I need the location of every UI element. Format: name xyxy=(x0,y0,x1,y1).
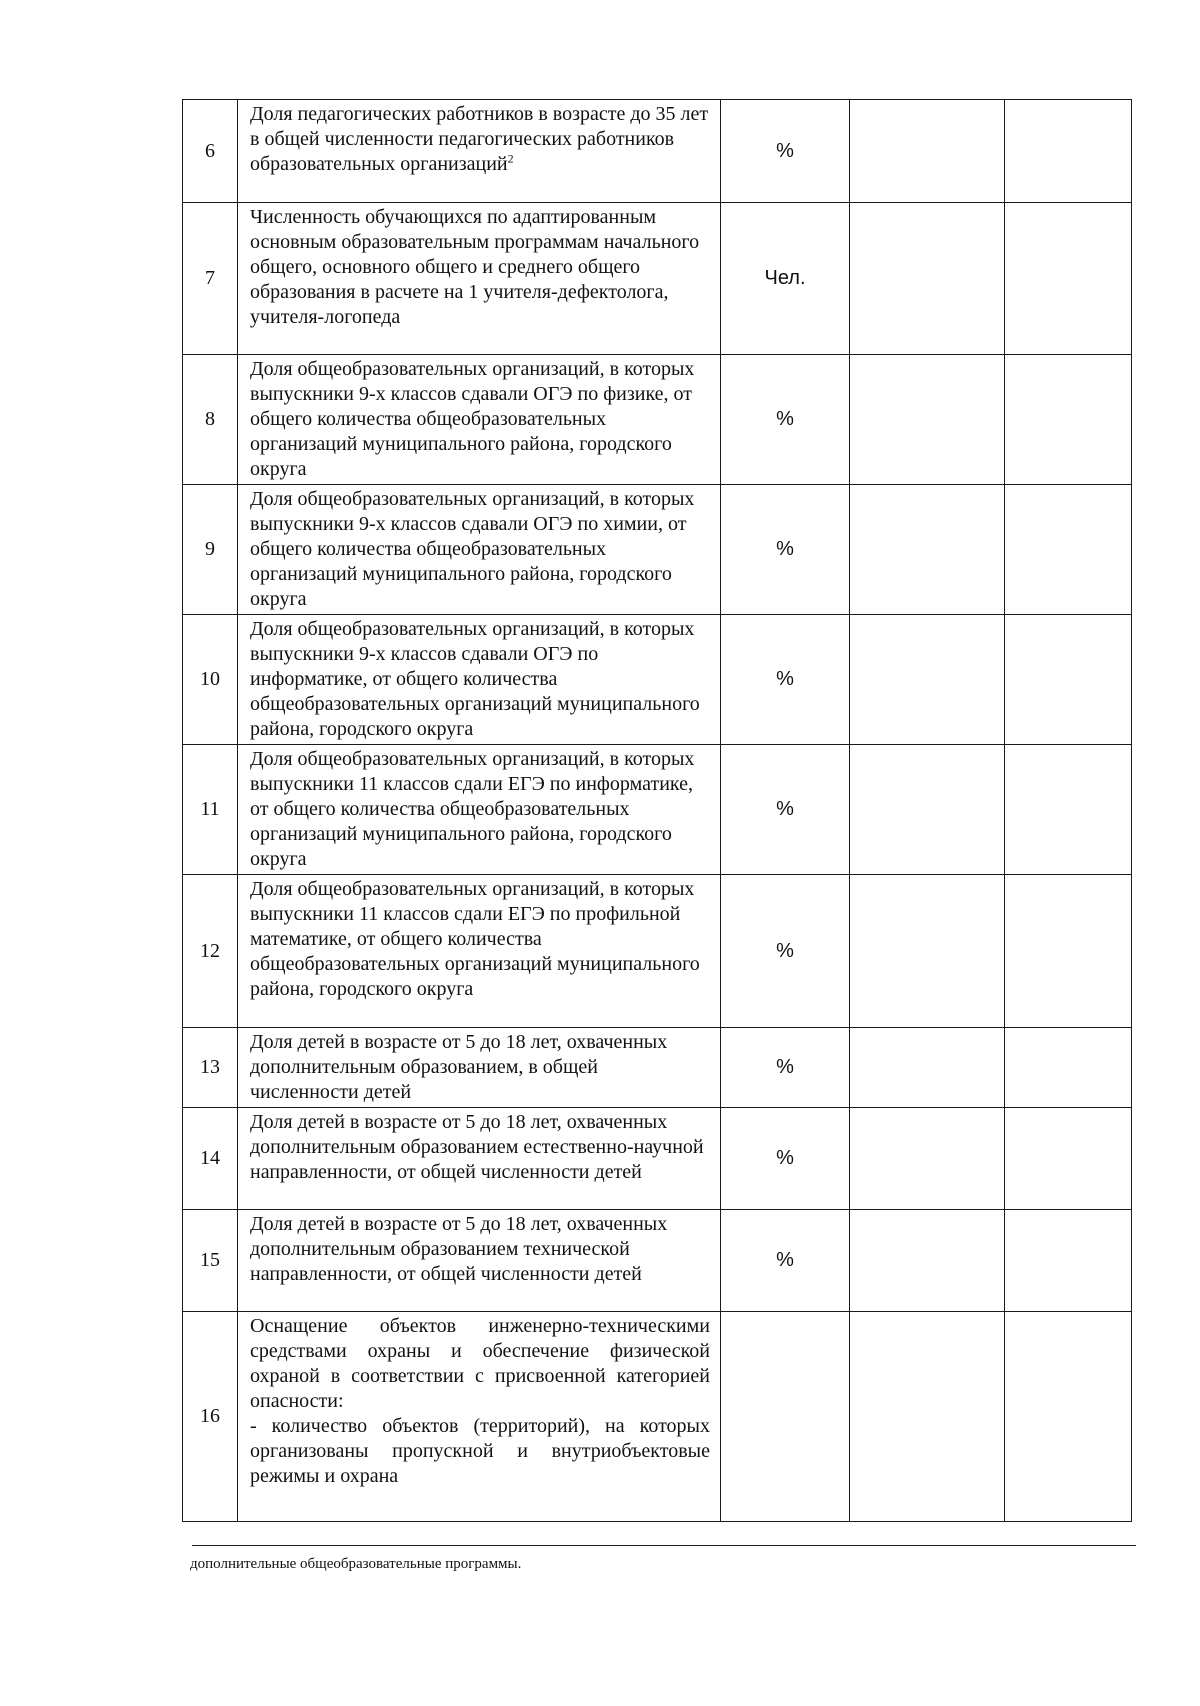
value-cell xyxy=(1005,1210,1132,1312)
row-description: Доля общеобразовательных организаций, в которых выпускники 11 классов сдали ЕГЭ по информатике, от общего количества общеобразовательных организаций муниципального района, городского округа xyxy=(238,745,721,875)
row-unit: % xyxy=(721,355,850,485)
row-description: Доля общеобразовательных организаций, в которых выпускники 9-х классов сдавали ОГЭ по информатике, от общего количества общеобразовательных организаций муниципального района, городского округа xyxy=(238,615,721,745)
value-cell xyxy=(1005,355,1132,485)
row-unit: % xyxy=(721,1028,850,1108)
table-row xyxy=(183,1108,1132,1210)
table-row xyxy=(183,615,1132,745)
value-cell xyxy=(1005,1028,1132,1108)
value-cell xyxy=(1005,100,1132,203)
row-number: 14 xyxy=(183,1108,238,1210)
row-description: Доля детей в возрасте от 5 до 18 лет, охваченных дополнительным образованием естественно-научной направленности, от общей численности детей xyxy=(238,1108,721,1210)
row-number: 13 xyxy=(183,1028,238,1108)
row-description: Доля педагогических работников в возрасте до 35 лет в общей численности педагогических работников образовательных организаций$^2$ xyxy=(238,100,721,203)
row-unit: % xyxy=(721,1108,850,1210)
table-row xyxy=(183,203,1132,355)
row-unit: Чел. xyxy=(721,203,850,355)
value-cell xyxy=(1005,1108,1132,1210)
value-cell xyxy=(850,875,1005,1028)
value-cell xyxy=(850,745,1005,875)
indicators-table xyxy=(182,99,1132,1522)
footnote-text: дополнительные общеобразовательные программы. xyxy=(190,1556,522,1572)
table-row xyxy=(183,875,1132,1028)
row-description: Численность обучающихся по адаптированным основным образовательным программам начального общего, основного общего и среднего общего образования в расчете на 1 учителя-дефектолога, учителя-логопеда xyxy=(238,203,721,355)
row-description-main: Оснащение объектов инженерно-техническими средствами охраны и обеспечение физической охраной в соответствии с присвоенной категорией опасности: xyxy=(250,1315,710,1412)
value-cell xyxy=(1005,745,1132,875)
value-cell xyxy=(850,1108,1005,1210)
value-cell xyxy=(850,100,1005,203)
row-unit: % xyxy=(721,485,850,615)
value-cell xyxy=(1005,875,1132,1028)
value-cell xyxy=(1005,203,1132,355)
row-number: 15 xyxy=(183,1210,238,1312)
row-description: Доля общеобразовательных организаций, в которых выпускники 11 классов сдали ЕГЭ по профильной математике, от общего количества общеобразовательных организаций муниципального района, городского округа xyxy=(238,875,721,1028)
row-unit: % xyxy=(721,100,850,203)
row-description-sub: - количество объектов (территорий), на которых организованы пропускной и внутриобъектовые режимы и охрана xyxy=(250,1415,710,1487)
row-description: Доля детей в возрасте от 5 до 18 лет, охваченных дополнительным образованием, в общей численности детей xyxy=(238,1028,721,1108)
row-description: Доля детей в возрасте от 5 до 18 лет, охваченных дополнительным образованием технической направленности, от общей численности детей xyxy=(238,1210,721,1312)
row-number: 6 xyxy=(183,100,238,203)
footnote-separator xyxy=(192,1545,1136,1546)
value-cell xyxy=(850,1312,1005,1522)
footnote-marker: 2 xyxy=(507,151,514,166)
row-description: Доля общеобразовательных организаций, в которых выпускники 9-х классов сдавали ОГЭ по химии, от общего количества общеобразовательных организаций муниципального района, городского округа xyxy=(238,485,721,615)
table-row xyxy=(183,485,1132,615)
value-cell xyxy=(850,615,1005,745)
value-cell xyxy=(850,203,1005,355)
row-unit: % xyxy=(721,615,850,745)
row-number: 9 xyxy=(183,485,238,615)
row-unit: % xyxy=(721,875,850,1028)
value-cell xyxy=(850,1210,1005,1312)
row-number: 7 xyxy=(183,203,238,355)
row-description xyxy=(238,1312,721,1522)
row-unit: % xyxy=(721,745,850,875)
row-description: Доля общеобразовательных организаций, в которых выпускники 9-х классов сдавали ОГЭ по физике, от общего количества общеобразовательных организаций муниципального района, городского округа xyxy=(238,355,721,485)
row-number: 10 xyxy=(183,615,238,745)
table-row xyxy=(183,745,1132,875)
row-number: 12 xyxy=(183,875,238,1028)
table-row xyxy=(183,100,1132,203)
value-cell xyxy=(850,355,1005,485)
row-number: 16 xyxy=(183,1312,238,1522)
row-number: 8 xyxy=(183,355,238,485)
table-row xyxy=(183,1028,1132,1108)
row-unit xyxy=(721,1312,850,1522)
table-row xyxy=(183,355,1132,485)
table-row xyxy=(183,1312,1132,1522)
value-cell xyxy=(1005,615,1132,745)
value-cell xyxy=(850,485,1005,615)
row-number: 11 xyxy=(183,745,238,875)
row-unit: % xyxy=(721,1210,850,1312)
value-cell xyxy=(1005,1312,1132,1522)
value-cell xyxy=(850,1028,1005,1108)
table-row xyxy=(183,1210,1132,1312)
value-cell xyxy=(1005,485,1132,615)
